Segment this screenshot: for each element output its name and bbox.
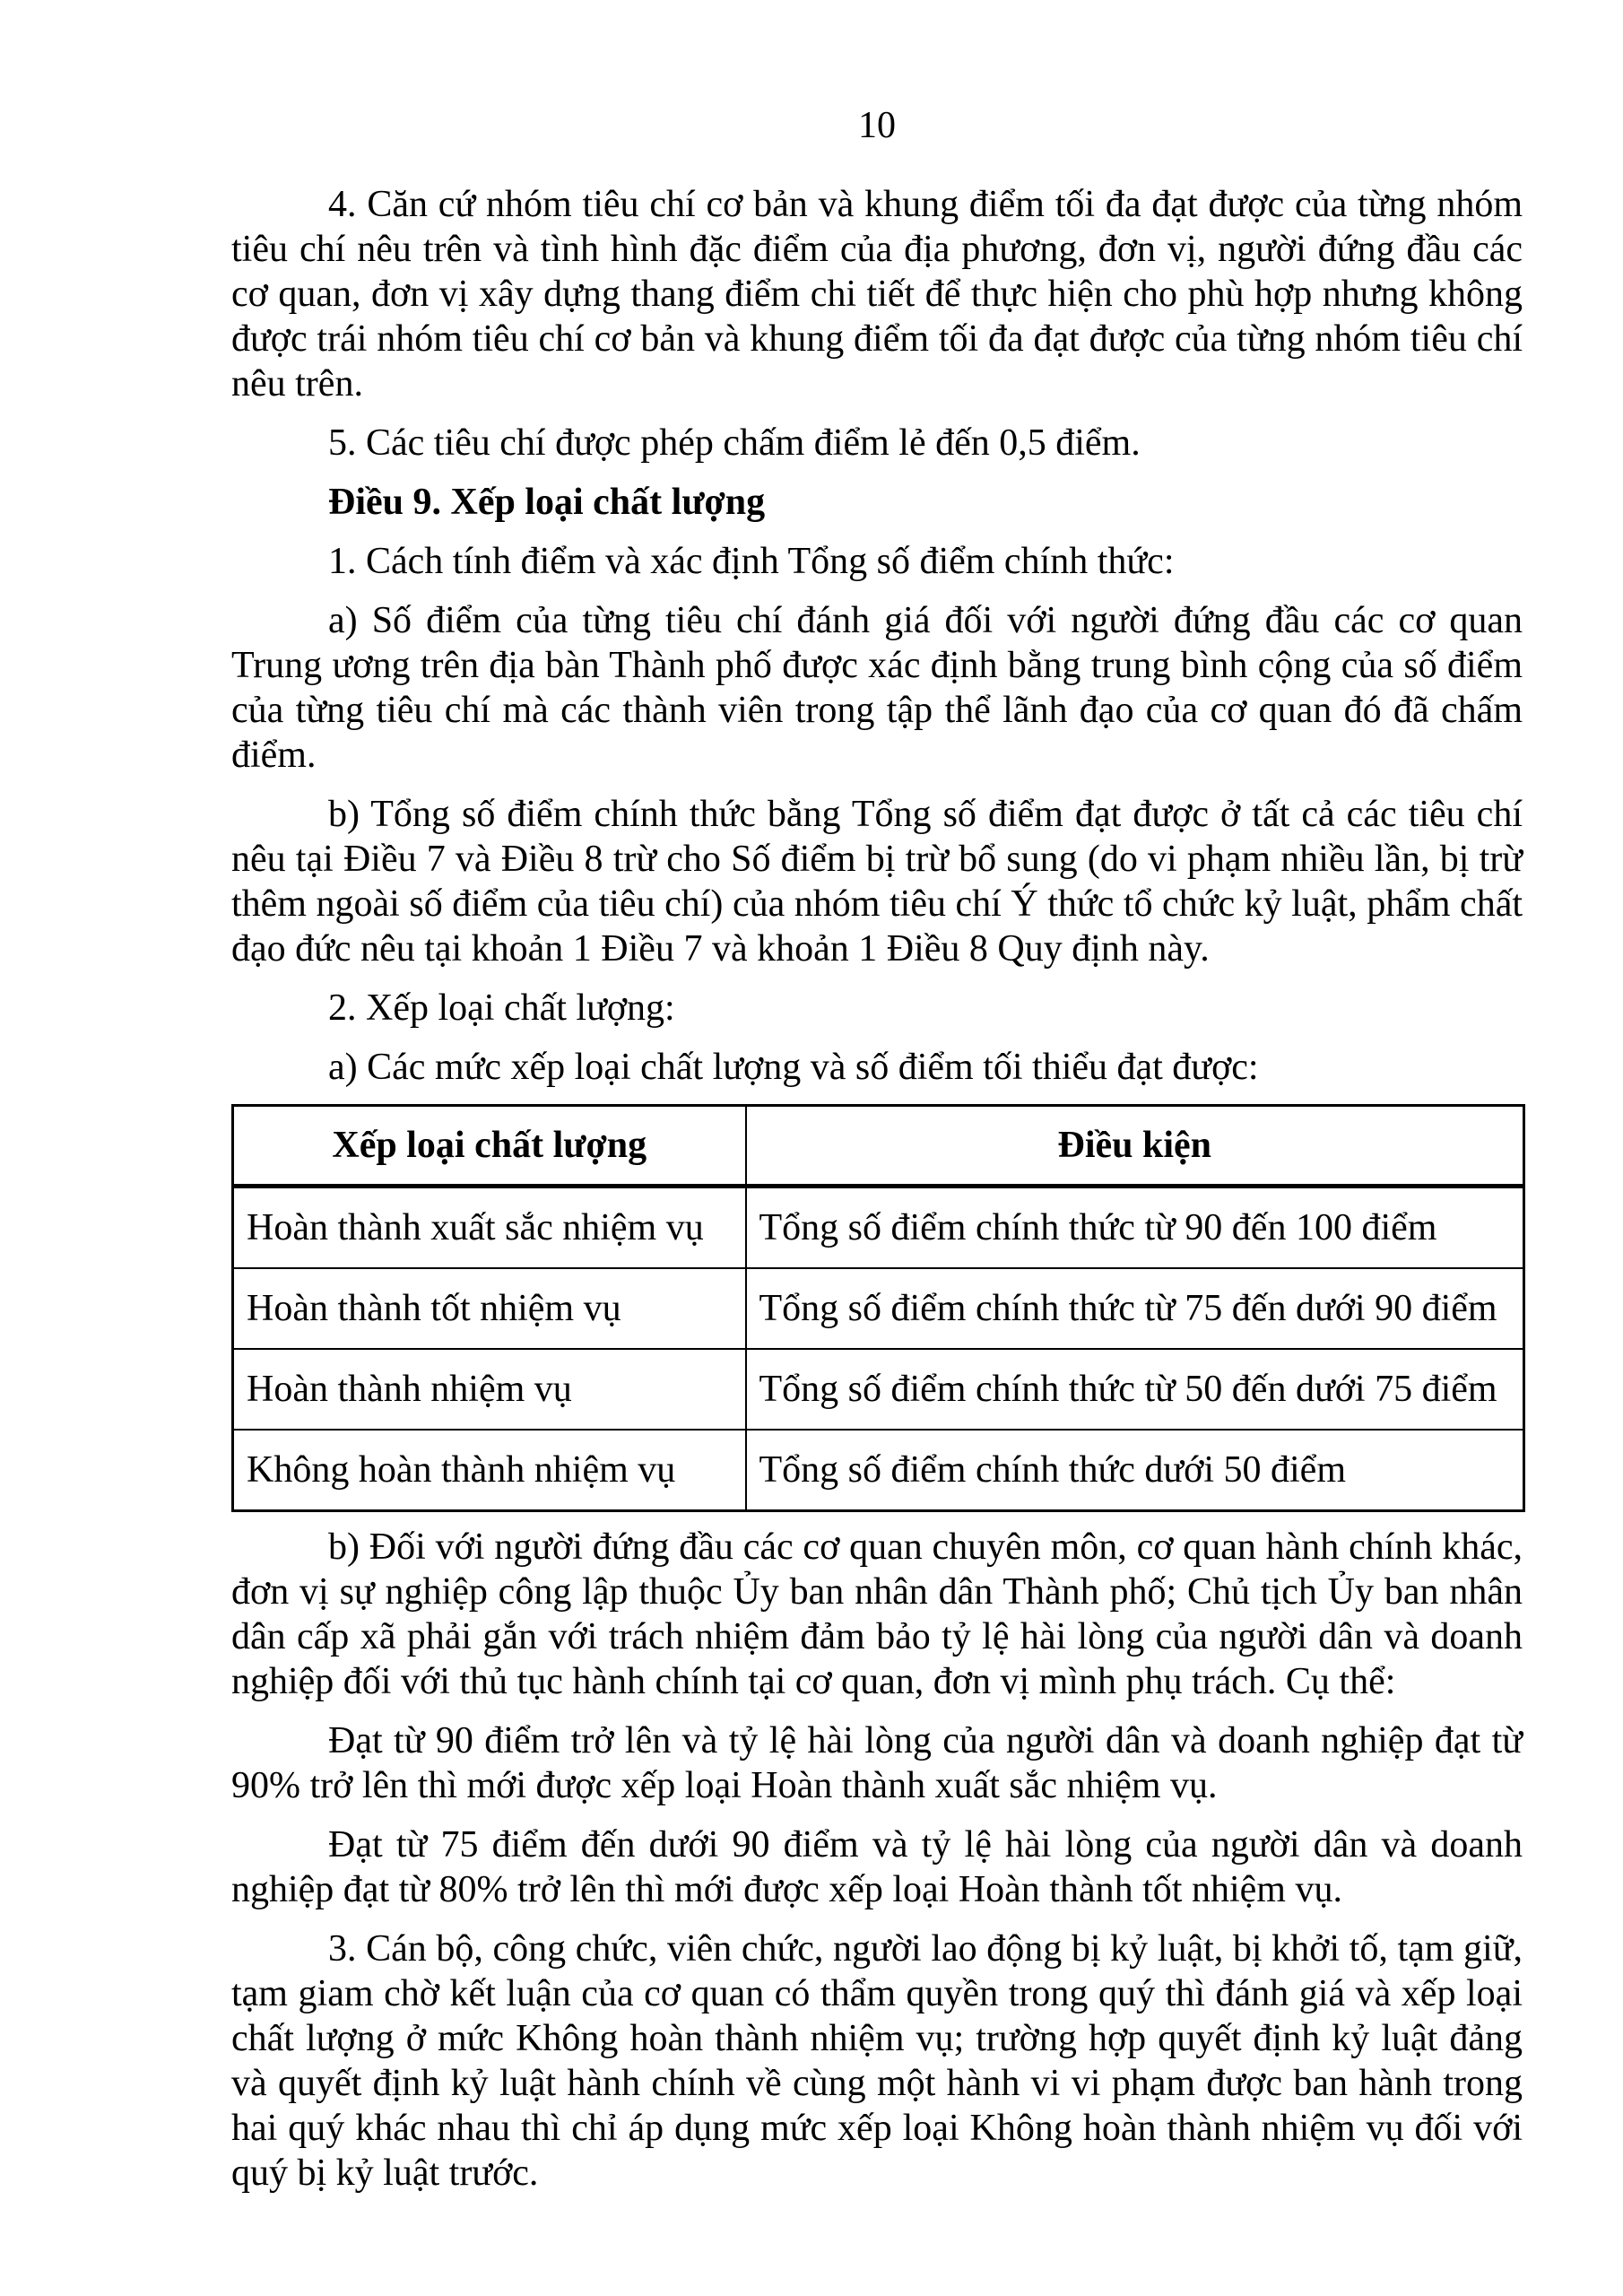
table-header-row xyxy=(233,1106,1524,1187)
paragraph-a-score-average: a) Số điểm của từng tiêu chí đánh giá đối với người đứng đầu các cơ quan Trung ương trên địa bàn Thành phố được xác định bằng trung bình cộng của số điểm của từng tiêu chí mà các thành viên trong tập thể lãnh đạo của cơ quan đó đã chấm điểm. xyxy=(231,600,1523,776)
table-row-good xyxy=(233,1268,1524,1349)
paragraph-b-official-total: b) Tổng số điểm chính thức bằng Tổng số điểm đạt được ở tất cả các tiêu chí nêu tại Điều 7 và Điều 8 trừ cho Số điểm bị trừ bổ sung (do vi phạm nhiều lần, bị trừ thêm ngoài số điểm của tiêu chí) của nhóm tiêu chí Ý thức tổ chức kỷ luật, phẩm chất đạo đức nêu tại khoản 1 Điều 7 và khoản 1 Điều 8 Quy định này. xyxy=(231,794,1523,970)
header-classification: Xếp loại chất lượng xyxy=(233,1106,746,1187)
paragraph-1-scoring-method: 1. Cách tính điểm và xác định Tổng số điểm chính thức: xyxy=(328,541,1175,582)
header-condition: Điều kiện xyxy=(746,1106,1524,1187)
paragraph-a-levels-intro: a) Các mức xếp loại chất lượng và số điểm tối thiểu đạt được: xyxy=(328,1047,1259,1088)
table-row-completed xyxy=(233,1349,1524,1430)
paragraph-4-criteria-basis: 4. Căn cứ nhóm tiêu chí cơ bản và khung điểm tối đa đạt được của từng nhóm tiêu chí nêu trên và tình hình đặc điểm của địa phương, đơn vị, người đứng đầu các cơ quan, đơn vị xây dựng thang điểm chi tiết để thực hiện cho phù hợp nhưng không được trái nhóm tiêu chí cơ bản và khung điểm tối đa đạt được của từng nhóm tiêu chí nêu trên. xyxy=(231,184,1523,404)
paragraph-75-points-rule: Đạt từ 75 điểm đến dưới 90 điểm và tỷ lệ hài lòng của người dân và doanh nghiệp đạt từ 80% trở lên thì mới được xếp loại Hoàn thành tốt nhiệm vụ. xyxy=(231,1824,1523,1910)
paragraph-3-discipline-rule: 3. Cán bộ, công chức, viên chức, người lao động bị kỷ luật, bị khởi tố, tạm giữ, tạm giam chờ kết luận của cơ quan có thẩm quyền trong quý thì đánh giá và xếp loại chất lượng ở mức Không hoàn thành nhiệm vụ; trường hợp quyết định kỷ luật đảng và quyết định kỷ luật hành chính về cùng một hành vi vi phạm được ban hành trong hai quý khác nhau thì chỉ áp dụng mức xếp loại Không hoàn thành nhiệm vụ đối với quý bị kỷ luật trước. xyxy=(231,1928,1523,2194)
condition-cell: Tổng số điểm chính thức từ 50 đến dưới 75 điểm xyxy=(746,1349,1524,1430)
article-9-heading: Điều 9. Xếp loại chất lượng xyxy=(328,482,766,523)
classification-cell: Hoàn thành nhiệm vụ xyxy=(233,1349,746,1430)
condition-cell: Tổng số điểm chính thức dưới 50 điểm xyxy=(746,1430,1524,1511)
condition-cell: Tổng số điểm chính thức từ 90 đến 100 điểm xyxy=(746,1187,1524,1269)
page-content xyxy=(231,103,1523,2210)
paragraph-5-half-point: 5. Các tiêu chí được phép chấm điểm lẻ đến 0,5 điểm. xyxy=(328,422,1141,464)
condition-cell: Tổng số điểm chính thức từ 75 đến dưới 90 điểm xyxy=(746,1268,1524,1349)
classification-table xyxy=(231,1104,1525,1512)
paragraph-b-satisfaction-requirement: b) Đối với người đứng đầu các cơ quan chuyên môn, cơ quan hành chính khác, đơn vị sự nghiệp công lập thuộc Ủy ban nhân dân Thành phố; Chủ tịch Ủy ban nhân dân cấp xã phải gắn với trách nhiệm đảm bảo tỷ lệ hài lòng của người dân và doanh nghiệp đối với thủ tục hành chính tại cơ quan, đơn vị mình phụ trách. Cụ thể: xyxy=(231,1526,1523,1702)
classification-cell: Hoàn thành xuất sắc nhiệm vụ xyxy=(233,1187,746,1269)
table-row-not-completed xyxy=(233,1430,1524,1511)
paragraph-90-points-rule: Đạt từ 90 điểm trở lên và tỷ lệ hài lòng của người dân và doanh nghiệp đạt từ 90% trở lên thì mới được xếp loại Hoàn thành xuất sắc nhiệm vụ. xyxy=(231,1720,1523,1806)
classification-cell: Hoàn thành tốt nhiệm vụ xyxy=(233,1268,746,1349)
classification-cell: Không hoàn thành nhiệm vụ xyxy=(233,1430,746,1511)
table-row-excellent xyxy=(233,1187,1524,1269)
paragraph-2-classification: 2. Xếp loại chất lượng: xyxy=(328,987,675,1029)
page-number: 10 xyxy=(858,105,896,146)
